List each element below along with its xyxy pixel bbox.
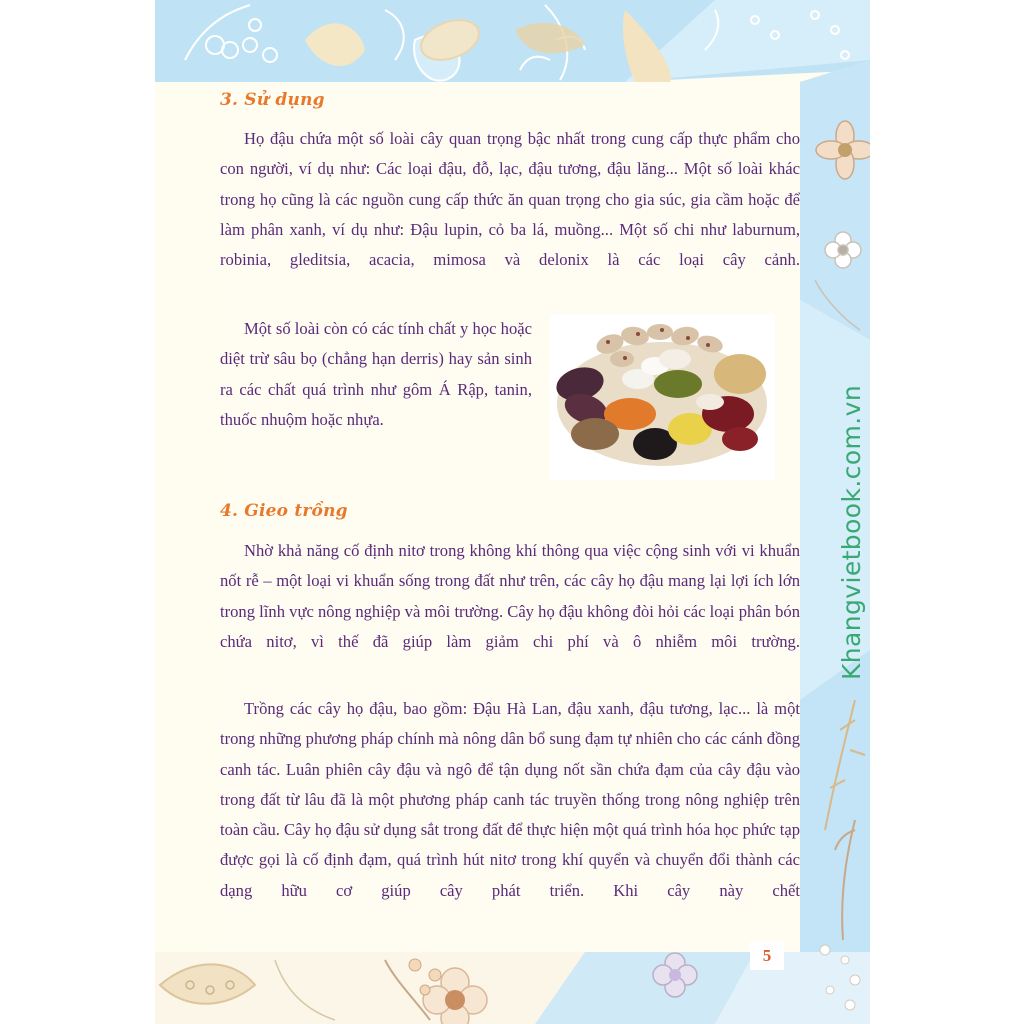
page-number: 5 — [750, 942, 784, 970]
beans-image — [550, 314, 775, 480]
section-4-heading: 4. Gieo trồng — [220, 501, 348, 521]
section-3-heading: 3. Sử dụng — [220, 90, 325, 110]
text-panel — [220, 82, 800, 952]
section-4-paragraph-2: Trồng các cây họ đậu, bao gồm: Đậu Hà Lan, đậu xanh, đậu tương, lạc... là một trong những phương pháp chính mà nông dân bổ sung đạm tự nhiên cho các cánh đồng canh tác. Luân phiên cây đậu và ngô để tận dụng nốt sần chứa đạm của cây đậu vào trong đất từ lâu đã là một phương pháp canh tác truyền thống trong nông nghiệp trên toàn cầu. Cây họ đậu sử dụng sắt trong đất để thực hiện một quá trình hóa học phức tạp được gọi là cố định đạm, quá trình hút nitơ trong khí quyển và chuyển đổi thành các dạng hữu cơ giúp cây phát triển. Khi cây này chết — [220, 699, 800, 900]
section-4-paragraph-1: Nhờ khả năng cố định nitơ trong không khí thông qua việc cộng sinh với vi khuẩn nốt rễ – một loại vi khuẩn sống trong đất như trên, các cây họ đậu mang lại lợi ích lớn trong lĩnh vực nông nghiệp và môi trường. Cây họ đậu không đòi hỏi các loại phân bón chứa nitơ, vì thế đã giúp làm giảm chi phí và ô nhiễm môi trường. — [220, 541, 800, 651]
watermark — [805, 340, 866, 690]
section-3-paragraph-2: Một số loài còn có các tính chất y học hoặc diệt trừ sâu bọ (chẳng hạn derris) hay sản sinh ra các chất quá trình như gôm Á Rập, tanin, thuốc nhuộm hoặc nhựa. — [220, 319, 532, 429]
book-page — [155, 0, 870, 1024]
watermark-text: Khangvietbook.com.vn — [837, 384, 866, 680]
section-3-paragraph-1: Họ đậu chứa một số loài cây quan trọng bậc nhất trong cung cấp thực phẩm cho con người, ví dụ như: Các loại đậu, đỗ, lạc, đậu tương, đậu lăng... Một số loài khác trong họ cũng là các nguồn cung cấp thức ăn quan trọng cho gia súc, gia cầm hoặc để làm phân xanh, ví dụ như: Đậu lupin, cỏ ba lá, muồng... Một số chi như laburnum, robinia, gleditsia, acacia, mimosa và delonix là các loại cây cảnh. — [220, 129, 800, 270]
